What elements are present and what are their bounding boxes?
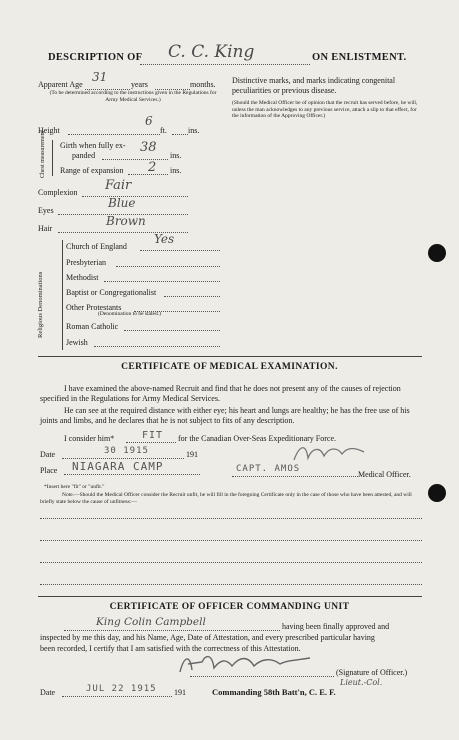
religion-item-church-of-england: Church of England <box>66 242 127 251</box>
medical-officer-line <box>232 476 358 477</box>
title-left: DESCRIPTION OF <box>48 52 143 63</box>
medical-paragraph-1: I have examined the above-named Recruit and find that he does not present any of the causes of rejection specified in the Regulations for Army Medical Services. <box>40 384 401 403</box>
religion-item-other-protestants: Other Protestants <box>66 303 122 312</box>
unfit-cause-line-4 <box>40 584 422 585</box>
commanding-date-line <box>62 696 172 697</box>
height-line <box>68 134 160 135</box>
commanding-date-label: Date <box>40 688 56 697</box>
commanding-date-stamp: JUL 22 1915 <box>86 684 157 694</box>
punch-hole-bottom <box>428 484 446 502</box>
complexion-handwritten: Fair <box>105 178 132 193</box>
religion-item-roman-catholic: Roman Catholic <box>66 322 119 331</box>
commanding-signature-label: (Signature of Officer.) <box>336 668 408 677</box>
age-note: (To be determined according to the instructions given in the Regulations for Army Medical Services.) <box>49 90 217 103</box>
age-months-label: months. <box>190 80 216 89</box>
name-line <box>140 64 310 65</box>
medical-officer-label: Medical Officer. <box>358 470 411 479</box>
range-label: Range of expansion <box>60 166 124 175</box>
religion-side-label: Religious Denominations <box>37 271 44 338</box>
place-label: Place <box>40 466 58 475</box>
unfit-cause-line-1 <box>40 518 422 519</box>
height-feet-handwritten: 6 <box>145 114 153 128</box>
unfit-cause-line-3 <box>40 562 422 563</box>
medical-date-label: Date <box>40 450 56 459</box>
section-divider-1 <box>38 356 422 357</box>
commanding-text-2: inspected by me this day, and his Name, Age, Date of Attestation, and every prescribed particular having <box>40 633 375 642</box>
commanding-name-line <box>64 630 280 631</box>
commanding-officer-signature <box>176 650 316 678</box>
girth-unit: ins. <box>170 151 182 160</box>
religion-line-3 <box>104 281 220 282</box>
girth-handwritten: 38 <box>140 140 157 155</box>
religion-line-7 <box>94 346 220 347</box>
religion-bracket <box>62 240 63 350</box>
consider-him-label: I consider him* <box>64 434 115 443</box>
insert-note: *Insert here "fit" or "unfit." <box>44 484 105 490</box>
medical-officer-signature <box>290 440 370 466</box>
commanding-certificate-heading: CERTIFICATE OF OFFICER COMMANDING UNIT <box>109 602 350 612</box>
punch-hole-top <box>428 244 446 262</box>
medical-date-line <box>62 458 184 459</box>
age-label: Apparent Age <box>38 80 83 89</box>
medical-paragraph-2: He can see at the required distance with either eye; his heart and lungs are healthy; he has the free use of his joints and limbs, and he declares that he is not subject to fits of any description. <box>40 406 410 425</box>
denomination-note: (Denomination to be stated.) <box>98 311 161 317</box>
title-right: ON ENLISTMENT. <box>312 52 407 63</box>
religion-mark-handwritten: Yes <box>154 232 175 246</box>
fit-line <box>126 442 176 443</box>
range-unit: ins. <box>170 166 182 175</box>
age-value-handwritten: 31 <box>92 70 108 84</box>
unfit-cause-line-2 <box>40 540 422 541</box>
height-label: Height <box>38 126 60 135</box>
eyes-handwritten: Blue <box>108 196 136 210</box>
height-ft-unit: ft. <box>160 126 167 135</box>
medical-certificate-heading: CERTIFICATE OF MEDICAL EXAMINATION. <box>121 362 338 372</box>
consider-him-right: for the Canadian Over-Seas Expeditionary Force. <box>178 434 337 443</box>
religion-item-jewish: Jewish <box>66 338 88 347</box>
medical-officer-stamp: CAPT. AMOS <box>236 464 301 474</box>
religion-item-baptist: Baptist or Congregationalist <box>66 288 157 297</box>
place-line <box>64 474 200 475</box>
medical-note: Note.—Should the Medical Officer consider the Recruit unfit, he will fill in the foregoing Certificate only in the case of those who have been attested, and will briefly state below the cause of unfitness:— <box>40 492 412 505</box>
commanding-rank: Lieut.-Col. <box>340 678 383 687</box>
commanding-text-3: been recorded, I certify that I am satisfied with the correctness of this Attestation. <box>40 644 301 653</box>
distinctive-marks-text: Distinctive marks, and marks indicating congenital peculiarities or previous disease. <box>232 76 396 95</box>
complexion-label: Complexion <box>38 188 78 197</box>
fit-stamp: FIT <box>142 430 164 441</box>
distinctive-marks-note: (Should the Medical Officer be of opinion that the recruit has served before, he will, unless the man acknowledges to any previous service, attach a slip to that effect, for the information of the Approving Officer.) <box>232 100 418 119</box>
eyes-label: Eyes <box>38 206 54 215</box>
religion-item-presbyterian: Presbyterian <box>66 258 106 267</box>
range-handwritten: 2 <box>148 160 157 175</box>
height-ins-unit: ins. <box>188 126 200 135</box>
girth-label-1: Girth when fully ex- <box>60 141 126 150</box>
commanding-unit-line: Commanding 58th Batt'n, C. E. F. <box>212 687 336 697</box>
recruit-name-handwritten: C. C. King <box>168 42 255 62</box>
section-divider-2 <box>38 596 422 597</box>
medical-date-year: 191 <box>186 450 198 459</box>
commanding-name-handwritten: King Colin Campbell <box>96 616 206 628</box>
religion-line-1 <box>140 250 220 251</box>
religion-line-4 <box>164 296 220 297</box>
chest-side-label: Chest measurement <box>40 130 46 178</box>
age-years-label: years <box>131 80 148 89</box>
religion-line-6 <box>124 330 220 331</box>
place-stamp: NIAGARA CAMP <box>72 460 164 473</box>
hair-label: Hair <box>38 224 53 233</box>
commanding-text-1: having been finally approved and <box>282 622 390 631</box>
commanding-date-year: 191 <box>174 688 186 697</box>
height-ins-line <box>172 134 188 135</box>
hair-handwritten: Brown <box>106 214 146 228</box>
girth-label-2: panded <box>72 151 96 160</box>
medical-date-stamp: 30 1915 <box>104 446 149 456</box>
religion-item-methodist: Methodist <box>66 273 99 282</box>
commanding-signature-line <box>190 676 334 677</box>
religion-line-2 <box>116 266 220 267</box>
girth-line <box>102 159 168 160</box>
chest-bracket <box>52 140 53 176</box>
